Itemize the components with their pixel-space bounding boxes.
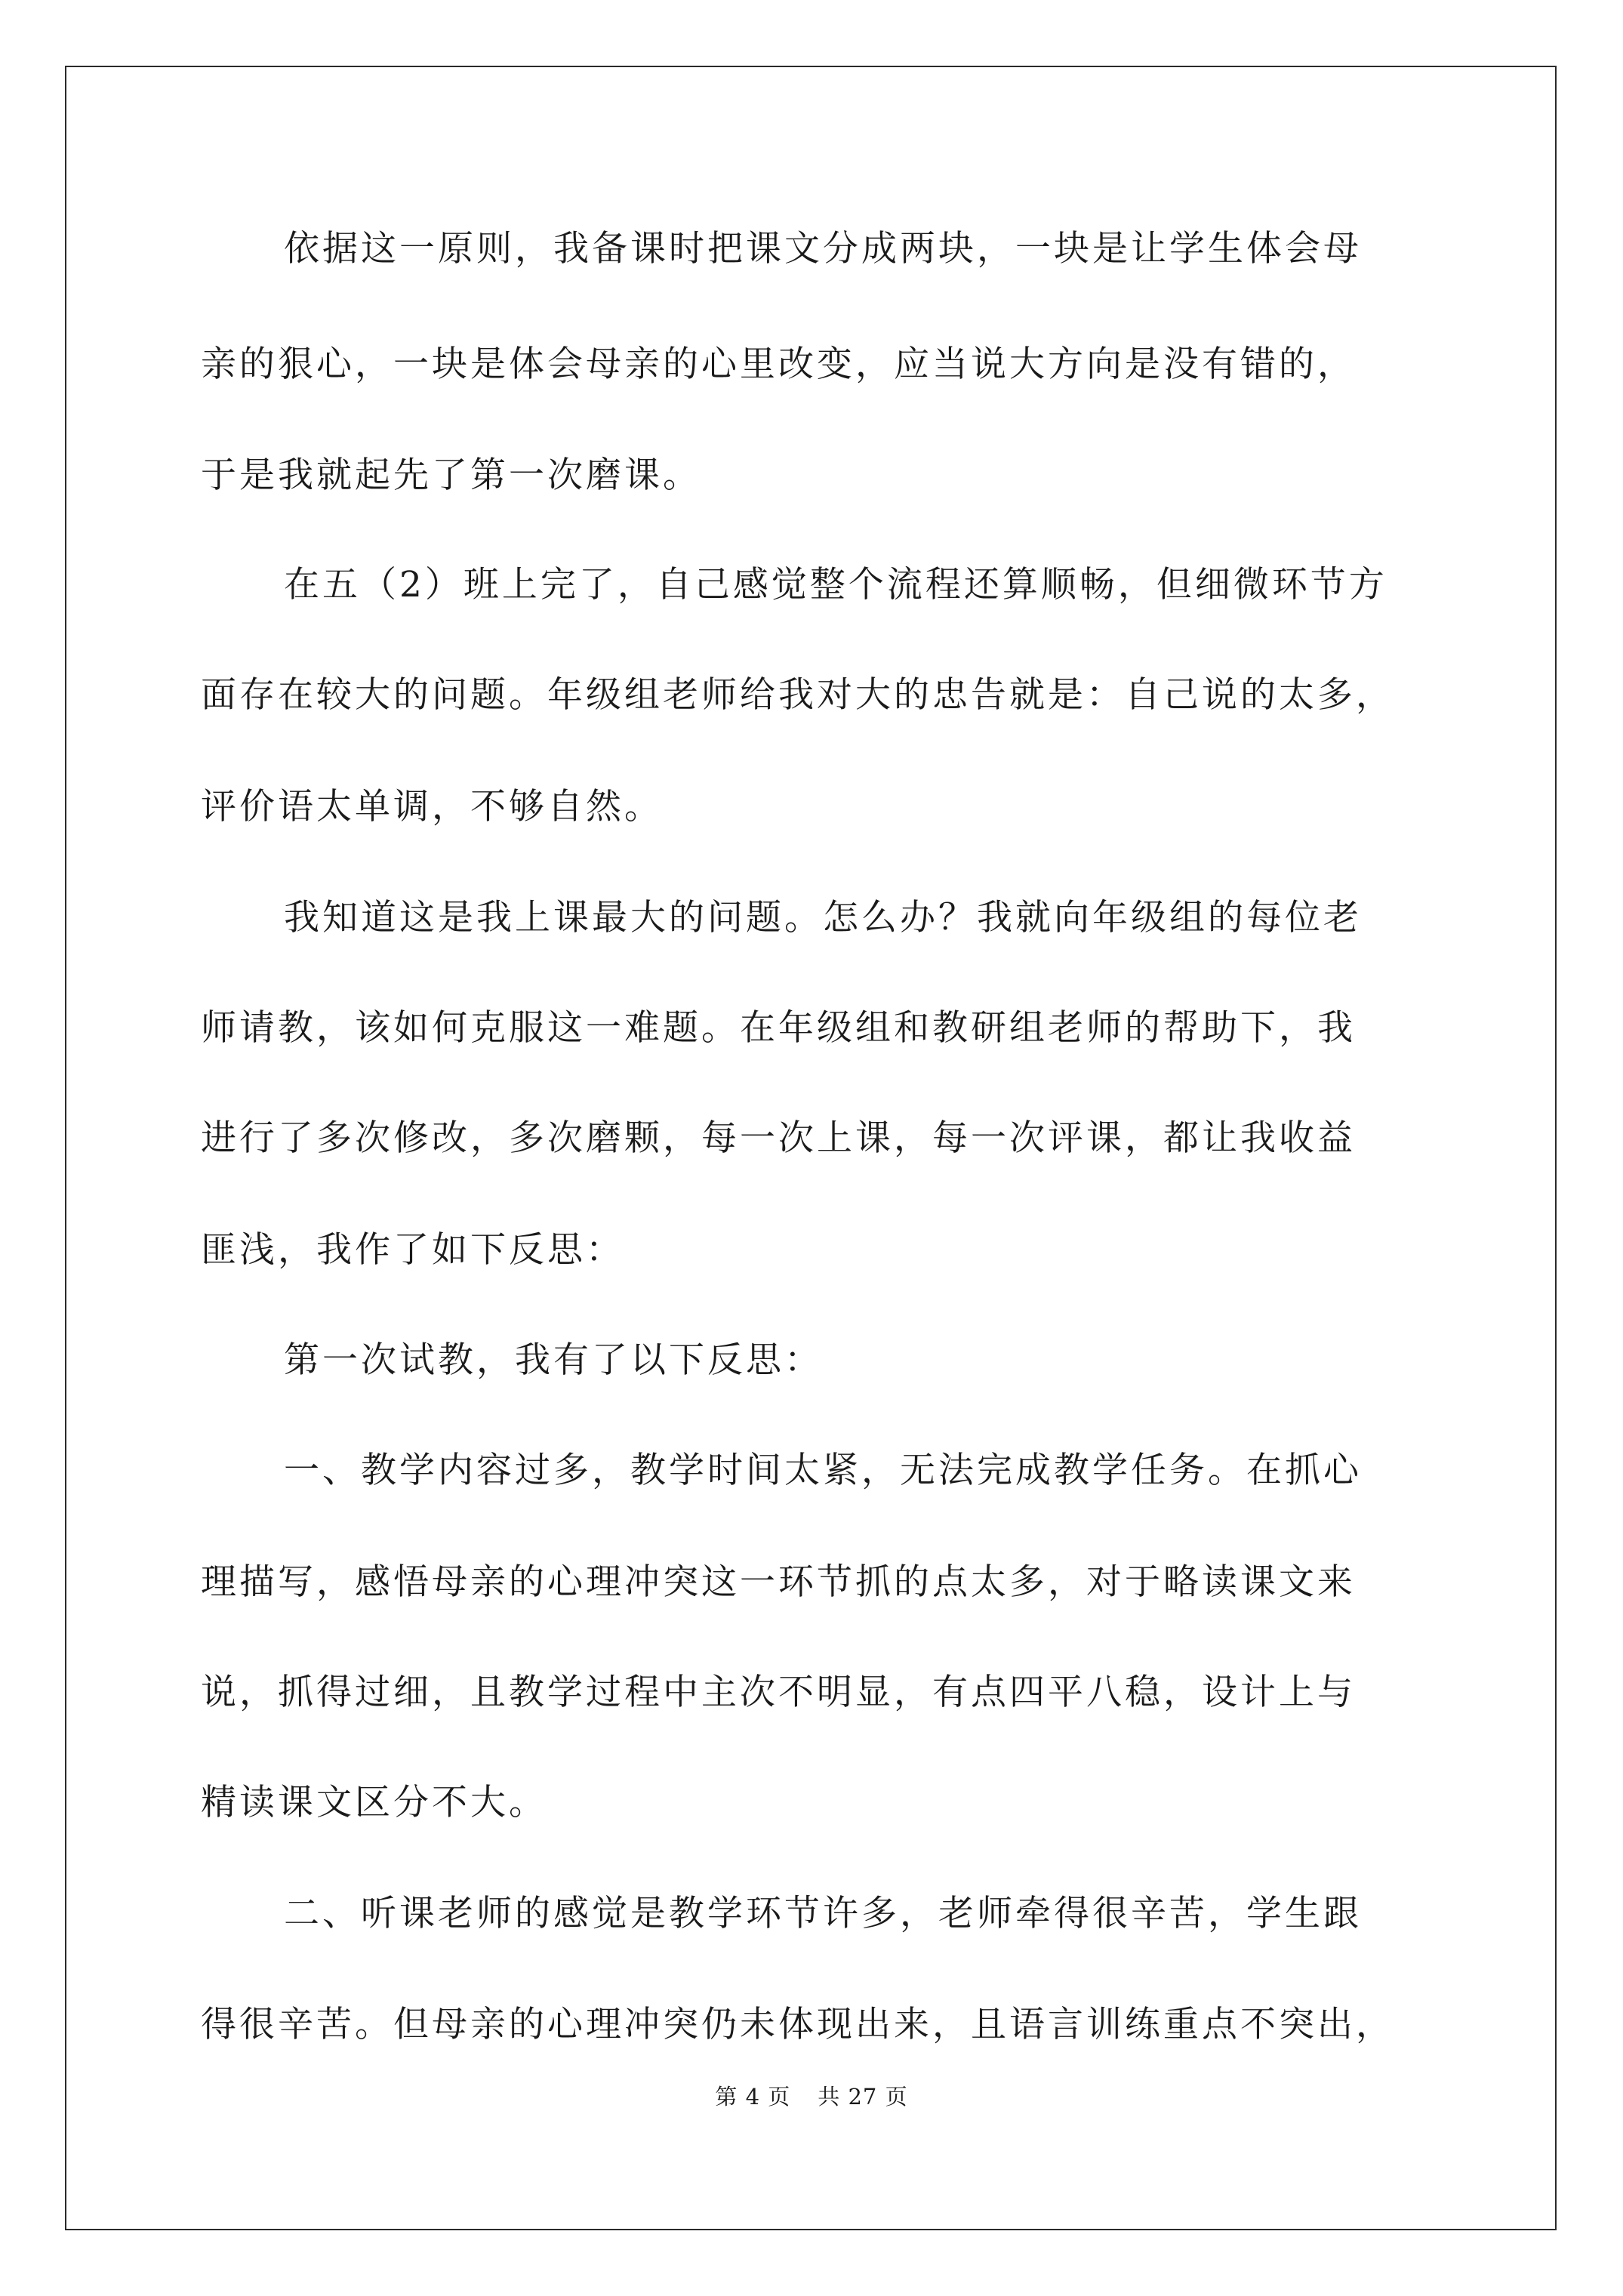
text-line: 面存在较大的问题。年级组老师给我对大的忠告就是：自己说的太多，: [201, 674, 1394, 716]
text-line: 评价语太单调，不够自然。: [201, 786, 663, 827]
text-line: 依据这一原则，我备课时把课文分成两块，一块是让学生体会母: [284, 228, 1362, 270]
page-number: 第 4 页: [715, 2084, 791, 2110]
text-line: 匪浅，我作了如下反思：: [201, 1229, 624, 1271]
text-line: 精读课文区分不大。: [201, 1782, 547, 1823]
page-footer: [0, 2082, 1623, 2112]
text-line: 一、教学内容过多，教学时间太紧，无法完成教学任务。在抓心: [284, 1450, 1362, 1491]
text-line: 说，抓得过细，且教学过程中主次不明显，有点四平八稳，设计上与: [201, 1672, 1356, 1713]
text-line: 二、听课老师的感觉是教学环节许多，老师牵得很辛苦，学生跟: [284, 1893, 1362, 1934]
text-line: 进行了多次修改，多次磨颗，每一次上课，每一次评课，都让我收益: [201, 1117, 1356, 1159]
text-line: 第一次试教，我有了以下反思：: [284, 1339, 823, 1381]
text-line: 师请教，该如何克服这一难题。在年级组和教研组老师的帮助下，我: [201, 1007, 1356, 1049]
text-line: 在五（2）班上完了，自己感觉整个流程还算顺畅，但细微环节方: [284, 564, 1387, 606]
page-total: 共 27 页: [818, 2084, 908, 2110]
text-line: 亲的狠心，一块是体会母亲的心里改变，应当说大方向是没有错的，: [201, 344, 1356, 385]
text-line: 我知道这是我上课最大的问题。怎么办？我就向年级组的每位老: [284, 897, 1362, 938]
text-line: 于是我就起先了第一次磨课。: [201, 455, 701, 496]
text-line: 得很辛苦。但母亲的心理冲突仍未体现出来，且语言训练重点不突出，: [201, 2004, 1394, 2045]
text-line: 理描写，感悟母亲的心理冲突这一环节抓的点太多，对于略读课文来: [201, 1561, 1356, 1603]
